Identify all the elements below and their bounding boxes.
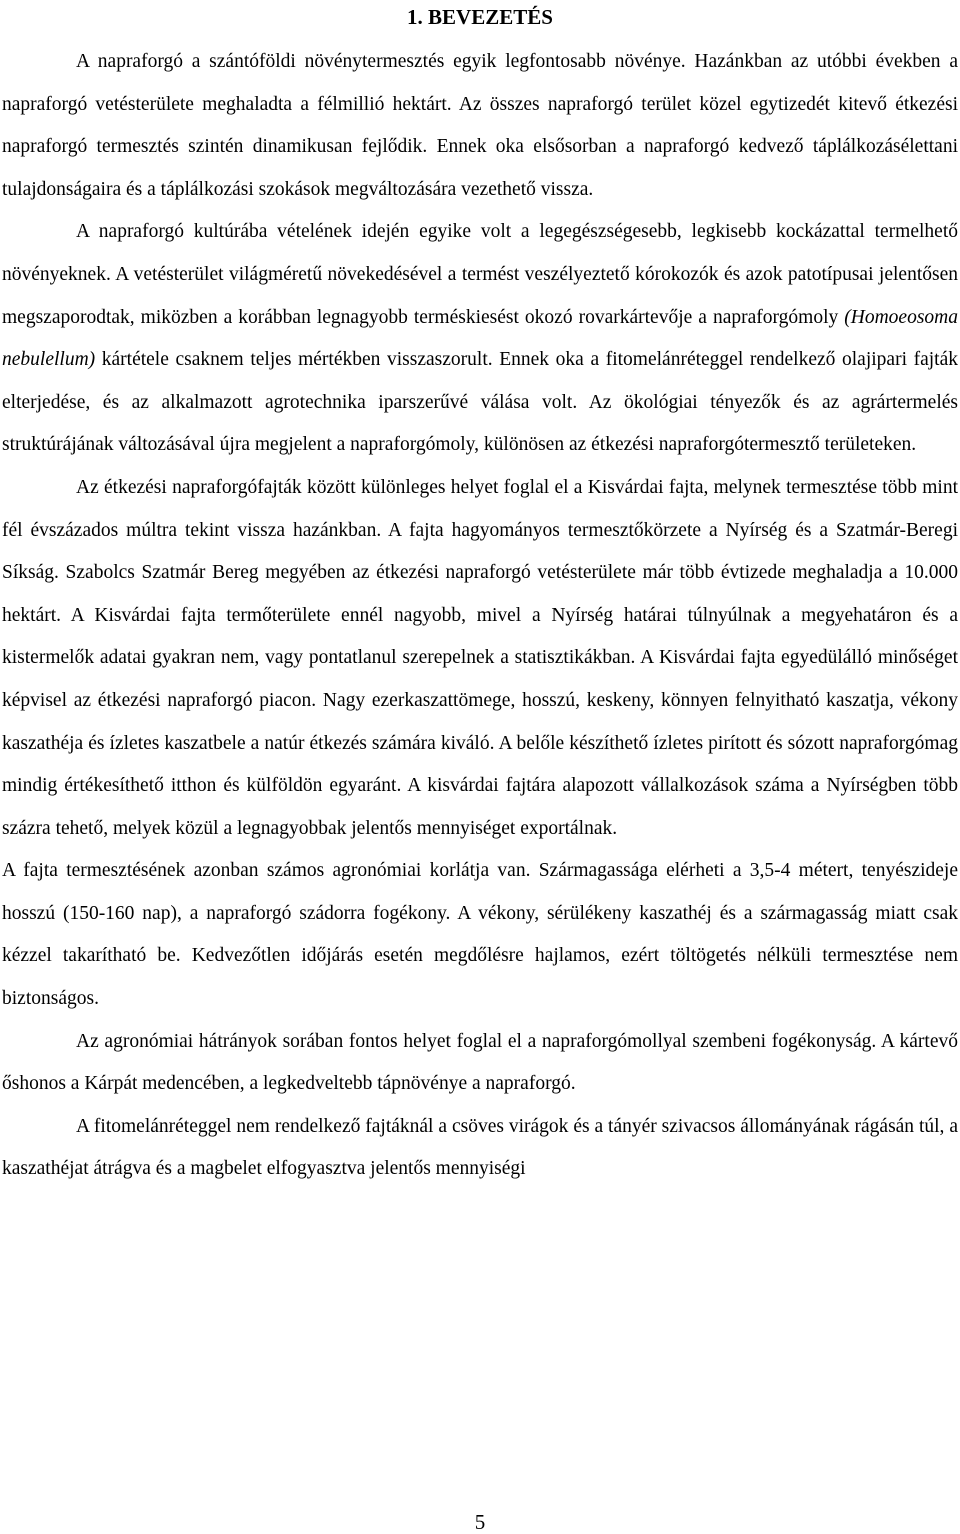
paragraph-kisvardai-variety: Az étkezési napraforgófajták között különleges helyet foglal el a Kisvárdai fajta, melynek termesztése több mint fél évszázados múltra tekint vissza hazánkban. A fajta hagyományos termesztőkörzete a Nyírség és a Szatmár-Beregi Síkság. Szabolcs Szatmár Bereg megyében az étkezési napraforgó vetésterülete már több évtizede meghaladja a 10.000 hektárt. A Kisvárdai fajta termőterülete ennél nagyobb, mivel a Nyírség határai túlnyúlnak a megyehatáron és a kistermelők adatai gyakran nem, vagy pontatlanul szerepelnek a statisztikákban. A Kisvárdai fajta egyedülálló minőséget képvisel az étkezési napraforgó piacon. Nagy ezerkaszattömege, hosszú, keskeny, könnyen felnyitható kaszatja, vékony kaszathéja és ízletes kaszatbele a natúr étkezés számára kiváló. A belőle készíthető ízletes pirított és sózott napraforgómag mindig értékesíthető itthon és külföldön egyaránt. A kisvárdai fajtára alapozott vállalkozások száma a Nyírségben több százra tehető, melyek közül a legnagyobbak jelentős mennyiséget exportálnak. bbox=[2, 476, 958, 839]
paragraph-agronomic-limits: A fajta termesztésének azonban számos agronómiai korlátja van. Szármagassága elérheti a 3,5-4 métert, tenyészideje hosszú (150-160 nap), a napraforgó szádorra fogékony. A vékony, sérülékeny kaszathéj és a szármagasság miatt csak kézzel takarítható be. Kedvezőtlen időjárás esetén megdőlésre hajlamos, ezért töltögetés nélküli termesztése nem biztonságos. bbox=[2, 860, 958, 1010]
paragraph-text: A napraforgó kultúrába vételének idején egyike volt a legegészségesebb, legkisebb kockázattal termelhető növényeknek. A vetésterület világméretű növekedésével a termést veszélyeztető kórokozók és azok patotípusai jelentősen megszaporodtak, miközben a korábban legnagyobb terméskiesést okozó rovarkártevője a napraforgómoly bbox=[2, 221, 958, 328]
body-text bbox=[2, 41, 958, 1191]
paragraph-damage: A fitomelánréteggel nem rendelkező fajtáknál a csöves virágok és a tányér szivacsos állományának rágásán túl, a kaszathéjat átrágva és a magbelet elfogyasztva jelentős mennyiségi bbox=[2, 1115, 958, 1180]
paragraph-pests bbox=[2, 211, 958, 467]
paragraph-moth-susceptibility: Az agronómiai hátrányok sorában fontos helyet foglal el a napraforgómollyal szembeni fogékonyság. A kártevő őshonos a Kárpát medencében, a legkedveltebb tápnövénye a napraforgó. bbox=[2, 1030, 958, 1095]
paragraph-introduction: A napraforgó a szántóföldi növénytermesztés egyik legfontosabb növénye. Hazánkban az utóbbi években a napraforgó vetésterülete meghaladta a félmillió hektárt. Az összes napraforgó terület közel egytizedét kitevő étkezési napraforgó termesztés szintén dinamikusan fejlődik. Ennek oka elsősorban a napraforgó kedvező táplálkozásélettani tulajdonságaira és a táplálkozási szokások megváltozására vezethető vissza. bbox=[2, 51, 958, 200]
paragraph-text: kártétele csaknem teljes mértékben visszaszorult. Ennek oka a fitomelánréteggel rendelkező olajipari fajták elterjedése, és az alkalmazott agrotechnika iparszerűvé válása volt. Az ökológiai tényezők és az agrártermelés struktúrájának változásával újra megjelent a napraforgómoly, különösen az étkezési napraforgótermesztő területeken. bbox=[2, 349, 958, 456]
scientific-name: (Homoeosoma nebulellum) bbox=[2, 306, 958, 371]
section-heading: 1. BEVEZETÉS bbox=[407, 5, 553, 29]
page-number: 5 bbox=[474, 1510, 486, 1534]
